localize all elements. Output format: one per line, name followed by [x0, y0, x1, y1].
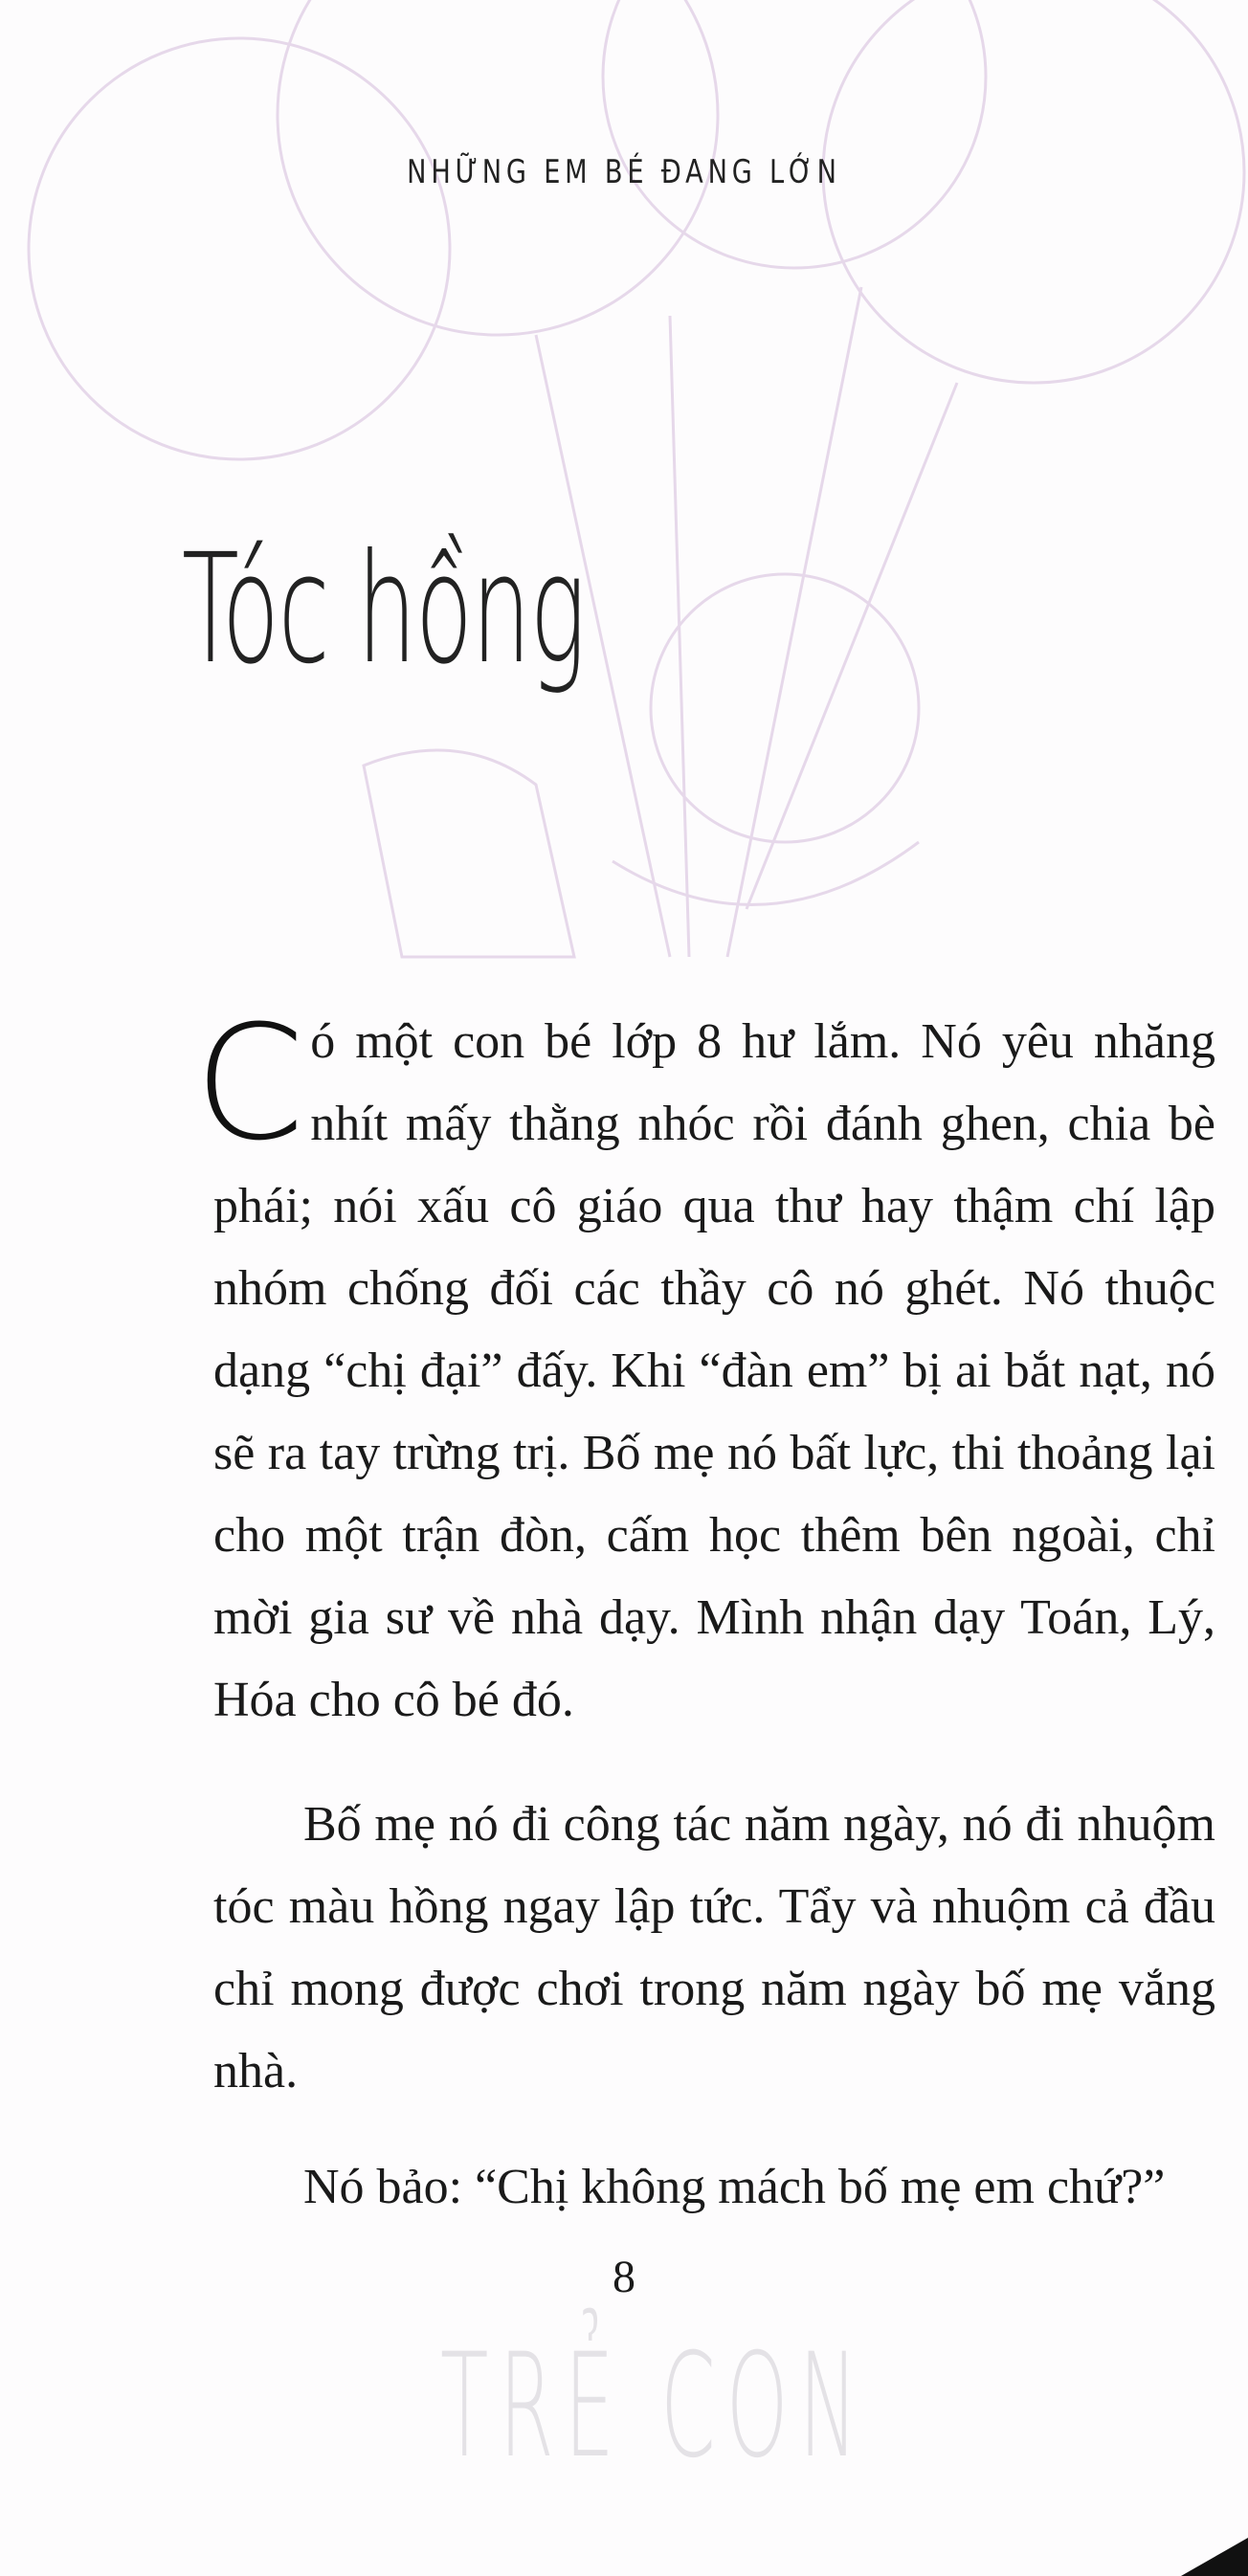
paragraph-2: Bố mẹ nó đi công tác năm ngày, nó đi nhuộm tóc màu hồng ngay lập tức. Tẩy và nhuộm cả đầu chỉ mong được chơi trong năm ngày bố mẹ vắng nhà.	[213, 1797, 1215, 2099]
paragraph-3: Nó bảo: “Chị không mách bố mẹ em chứ?”	[303, 2160, 1166, 2214]
watermark: TRẺ CON	[440, 2323, 869, 2490]
paragraph-1	[194, 991, 1215, 1742]
running-header: NHỮNG EM BÉ ĐANG LỚN	[407, 153, 841, 191]
drop-cap: C	[194, 991, 305, 1175]
chapter-title: Tóc hồng	[182, 522, 586, 698]
page-number: 8	[613, 2252, 635, 2302]
paragraph-1-text: ó một con bé lớp 8 hư lắm. Nó yêu nhăng nhít mấy thằng nhóc rồi đánh ghen, chia bè phái; nói xấu cô giáo qua thư hay thậm chí lập nhóm chống đối các thầy cô nó ghét. Nó thuộc dạng “chị đại” đấy. Khi “đàn em” bị ai bắt nạt, nó sẽ ra tay trừng trị. Bố mẹ nó bất lực, thi thoảng lại cho một trận đòn, cấm học thêm bên ngoài, chỉ mời gia sư về nhà dạy. Mình nhận dạy Toán, Lý, Hóa cho cô bé đó.	[213, 1014, 1215, 1727]
